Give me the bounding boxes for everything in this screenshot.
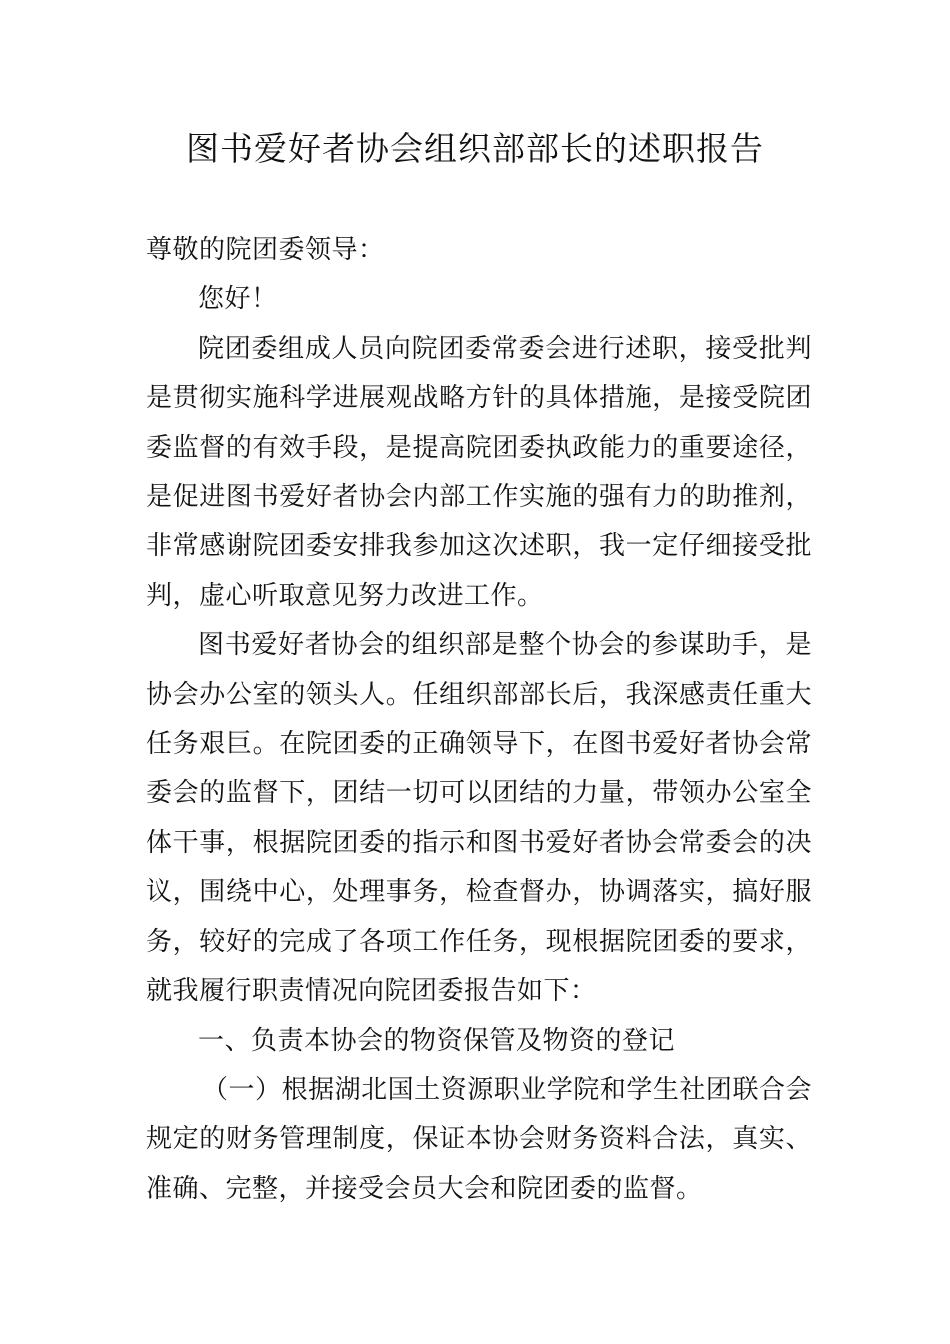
- body-paragraph: 图书爱好者协会的组织部是整个协会的参谋助手，是协会办公室的领头人。任组织部部长后，我深感责任重大任务艰巨。在院团委的正确领导下，在图书爱好者协会常委会的监督下，团结一切可以团结的力量，带领办公室全体干事，根据院团委的指示和图书爱好者协会常委会的决议，围绕中心，处理事务，检查督办，协调落实，搞好服务，较好的完成了各项工作任务，现根据院团委的要求，就我履行职责情况向院团委报告如下：: [146, 630, 812, 1007]
- document-title: 图书爱好者协会组织部部长的述职报告: [186, 129, 764, 168]
- subsection-paragraph: （一）根据湖北国土资源职业学院和学生社团联合会规定的财务管理制度，保证本协会财务资料合法，真实、准确、完整，并接受会员大会和院团委的监督。: [146, 1074, 812, 1204]
- salutation: 尊敬的院团委领导：: [146, 235, 385, 265]
- document-body: [146, 226, 812, 1214]
- body-paragraph: 院团委组成人员向院团委常委会进行述职，接受批判是贯彻实施科学进展观战略方针的具体措施，是接受院团委监督的有效手段，是提高院团委执政能力的重要途径，是促进图书爱好者协会内部工作实施的强有力的助推剂，非常感谢院团委安排我参加这次述职，我一定仔细接受批判，虚心听取意见努力改进工作。: [146, 333, 812, 611]
- section-heading: 一、负责本协会的物资保管及物资的登记: [198, 1025, 676, 1056]
- greeting: 您好！: [198, 284, 278, 315]
